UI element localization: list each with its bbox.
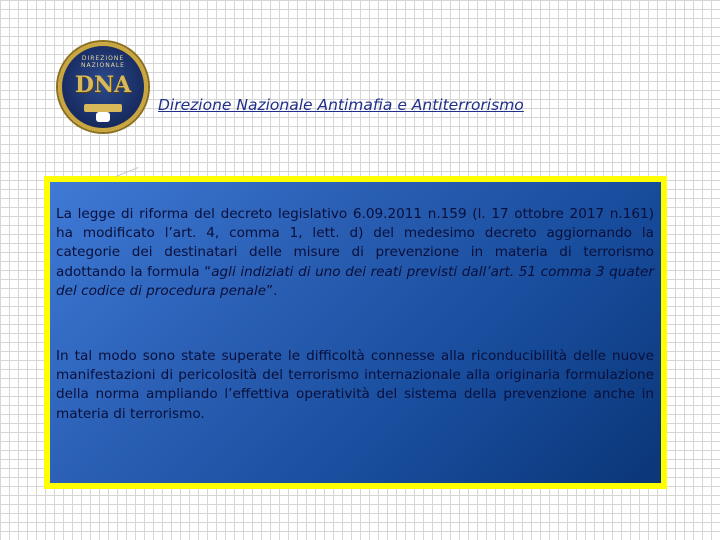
paragraph-2: In tal modo sono state superate le difficoltà connesse alla riconducibilità delle nuove manifestazioni di pericolosità del terrorismo internazionale alla originaria formulazione della norma ampliando l’effettiva operatività del sistema della prevenzione anche in materia di terrorismo. (56, 348, 654, 422)
logo-dna-text: DNA (74, 72, 132, 98)
republic-emblem-icon (96, 112, 110, 122)
logo-banner (84, 104, 122, 112)
dna-logo (58, 42, 148, 132)
paragraph-1-text: La legge di riforma del decreto legislativo 6.09.2011 n.159 (l. 17 ottobre 2017 n.161) ha modificato l’art. 4, comma 1, lett. d) del medesimo decreto aggiornando la categorie dei destinatari delle misure di prevenzione in materia di terrorismo adottando la formula “ (56, 206, 654, 280)
paragraph-1 (56, 205, 654, 301)
page-title: Direzione Nazionale Antimafia e Antiterrorismo (158, 96, 524, 114)
paragraph-1-end: ”. (266, 282, 278, 299)
paragraph-1-quote: agli indiziati di uno dei reati previsti dall’art. 51 comma 3 quater del codice di procedura penale (56, 263, 654, 299)
logo-ring-text: DIREZIONE NAZIONALE (81, 55, 125, 69)
